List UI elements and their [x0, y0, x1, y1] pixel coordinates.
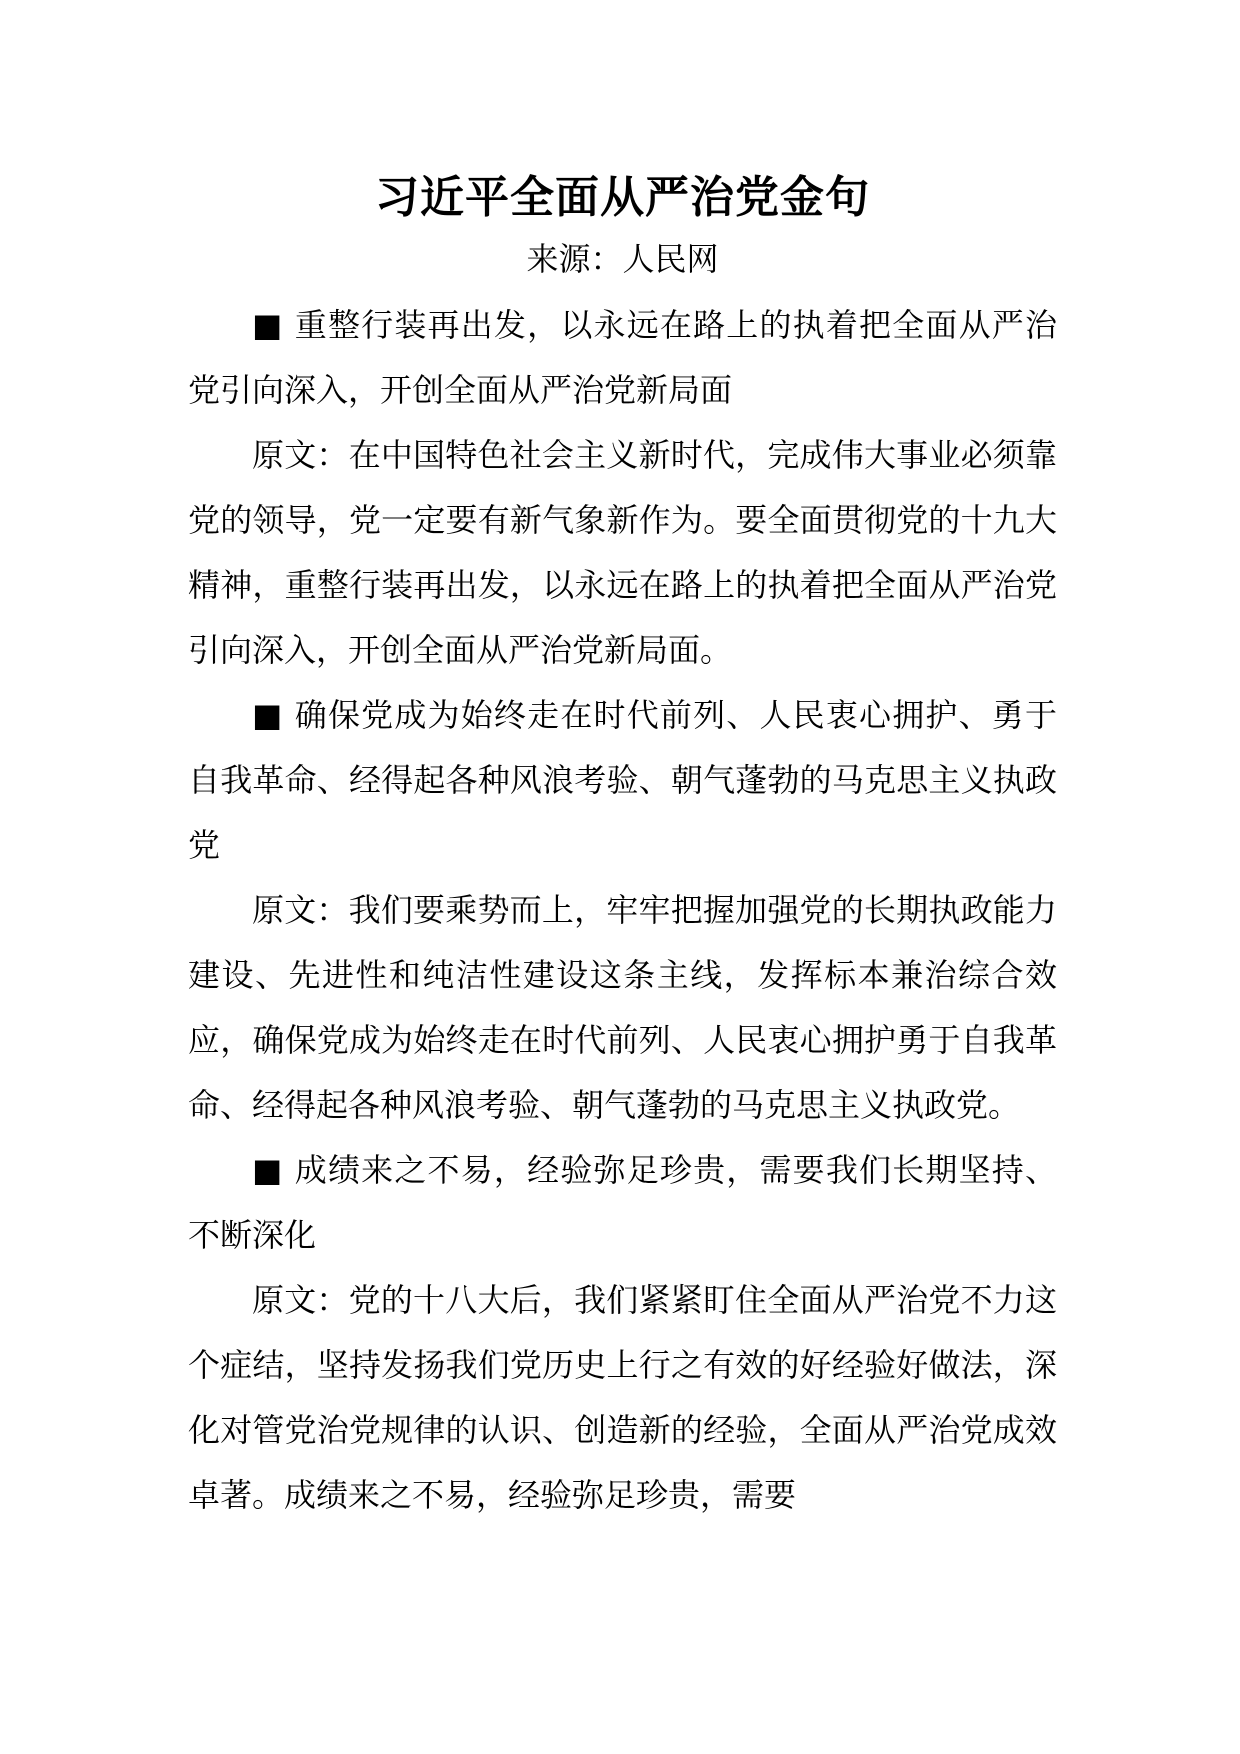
document-title: 习近平全面从严治党金句	[375, 172, 870, 223]
paragraph-original-1: 原文：在中国特色社会主义新时代，完成伟大事业必须靠党的领导，党一定要有新气象新作为。要全面贯彻党的十九大精神，重整行装再出发，以永远在路上的执着把全面从严治党引向深入，开创全面从严治党新局面。	[188, 436, 1057, 669]
paragraph-heading-3: ■ 成绩来之不易，经验弥足珍贵，需要我们长期坚持、不断深化	[188, 1151, 1057, 1254]
paragraph-heading-2: ■ 确保党成为始终走在时代前列、人民衷心拥护、勇于自我革命、经得起各种风浪考验、朝气蓬勃的马克思主义执政党	[188, 696, 1057, 864]
paragraph-original-2: 原文：我们要乘势而上，牢牢把握加强党的长期执政能力建设、先进性和纯洁性建设这条主线，发挥标本兼治综合效应，确保党成为始终走在时代前列、人民衷心拥护勇于自我革命、经得起各种风浪考验、朝气蓬勃的马克思主义执政党。	[188, 891, 1057, 1124]
paragraph-heading-1: ■ 重整行装再出发，以永远在路上的执着把全面从严治党引向深入，开创全面从严治党新局面	[188, 306, 1057, 409]
paragraph-original-3: 原文：党的十八大后，我们紧紧盯住全面从严治党不力这个症结，坚持发扬我们党历史上行之有效的好经验好做法，深化对管党治党规律的认识、创造新的经验，全面从严治党成效卓著。成绩来之不易，经验弥足珍贵，需要	[188, 1281, 1057, 1514]
document-source: 来源：人民网	[526, 240, 719, 278]
